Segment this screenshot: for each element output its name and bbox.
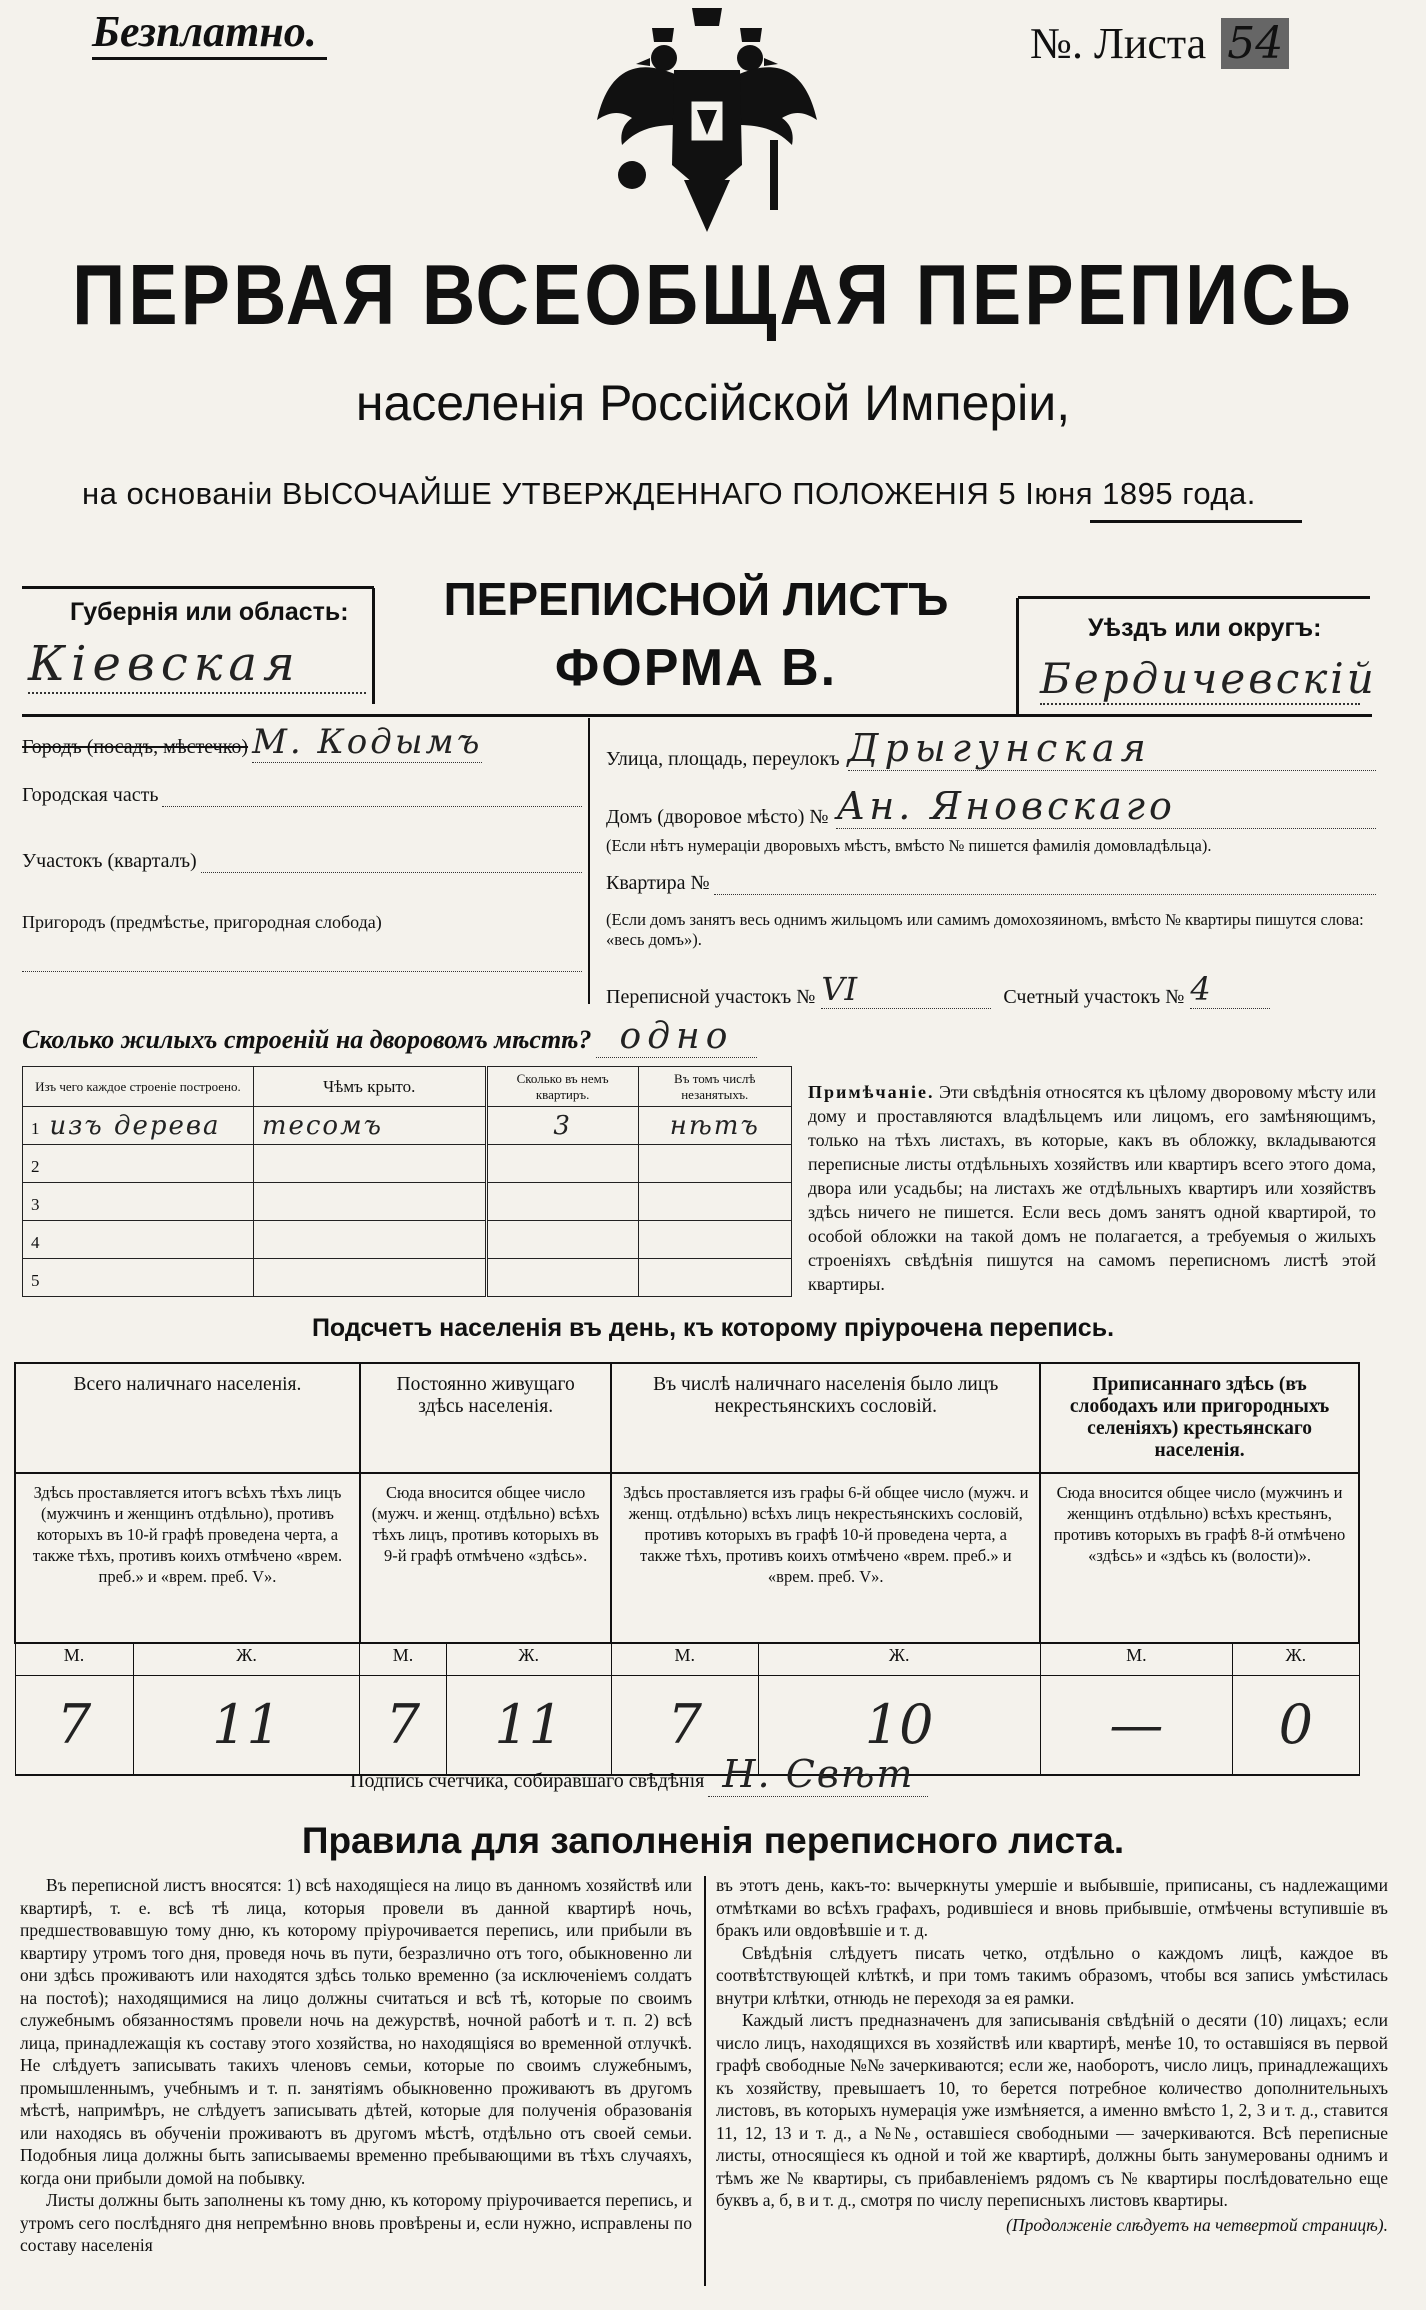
legal-basis: на основаніи ВЫСОЧАЙШЕ УТВЕРЖДЕННАГО ПОЛОЖЕНІЯ 5 Іюня 1895 года. <box>82 476 1256 511</box>
building-row <box>23 1107 792 1145</box>
male-count-value[interactable]: — <box>1040 1675 1233 1775</box>
population-title: Подсчетъ населенія въ день, къ которому пріурочена перепись. <box>311 1314 1115 1342</box>
free-label: Безплатно. <box>92 6 327 60</box>
buildings-table <box>22 1066 792 1297</box>
sheet-number <box>1030 18 1289 69</box>
buildings-note-head: Примѣчаніе. <box>808 1082 935 1102</box>
form-title: ПЕРЕПИСНОЙ ЛИСТЪ <box>443 573 949 625</box>
rules-left-p1: Въ переписной листъ вносятся: 1) всѣ находящіеся на лицо въ данномъ хозяйствѣ или квартирѣ, т. е. всѣ тѣ лица, которыя провели въ данной квартирѣ ночь, предшествовавшую тому дню, къ которому пріурочивается перепись, или прибыли въ квартиру утромъ того дня, проведя ночь въ пути, безразлично отъ того, обыкновенно ли они здѣсь проживаютъ или находятся здѣсь только временно (за исключеніемъ солдатъ на постоѣ); находящимися на лицо должны считаться и всѣ тѣ, которые по своимъ служебнымъ обязанностямъ провели ночь на дежурствѣ, ночной работѣ и т. п. 2) всѣ лица, принадлежащія къ составу этого хозяйства, но находящіяся во временной отлучкѣ. Не слѣдуетъ записывать такихъ членовъ семьи, которые по своимъ служебнымъ, промышленнымъ, учебнымъ и т. п. занятіямъ обыкновенно проживаютъ въ другомъ мѣстѣ, напримѣръ, не слѣдуетъ записывать дѣтей, которые для полученія образованія или находясь въ обученіи проживаютъ въ другомъ мѣстѣ, отдѣльно отъ своей семьи. Подобныя лица должны быть записываемы временно пребывающими въ тѣхъ случаяхъ, когда они прибыли домой на побывку. <box>20 1875 692 2188</box>
apartment-label: Квартира № <box>606 872 710 894</box>
precinct-label: Участокъ (кварталъ) <box>22 850 197 872</box>
population-col-head: Въ числѣ наличнаго населенія было лицъ некрестьянскихъ сословій. <box>611 1363 1040 1473</box>
precinct-value[interactable] <box>201 850 582 873</box>
building-roof-cell[interactable] <box>253 1145 486 1183</box>
double-headed-eagle-icon <box>592 0 822 240</box>
main-title: ПЕРВАЯ ВСЕОБЩАЯ ПЕРЕПИСЬ <box>72 246 1354 343</box>
building-material-cell[interactable] <box>23 1259 254 1297</box>
sheet-number-value: 54 <box>1221 18 1289 69</box>
signature-label: Подпись счетчика, собиравшаго свѣдѣнія <box>350 1770 705 1792</box>
suburb-label: Пригородъ (предмѣстье, пригородная слобода) <box>22 912 382 932</box>
male-count-value[interactable]: 7 <box>15 1675 133 1775</box>
population-col-desc: Здѣсь проставляется изъ графы 6-й общее число (мужч. и женщ. отдѣльно) всѣхъ лицъ некрестьянскихъ сословій, противъ которыхъ въ графѣ 10-й проведена черта, а также тѣхъ, противъ коихъ отмѣчено «врем. преб.» и «врем. преб. V». <box>611 1473 1040 1643</box>
col-vacant-head: Въ томъ числѣ незанятыхъ. <box>638 1067 791 1107</box>
town-value[interactable]: М. Кодымъ <box>252 722 483 762</box>
rules-right-p3: Каждый листъ предназначенъ для записыванія свѣдѣній о десяти (10) лицахъ; если число лицъ, находящихся въ хозяйствѣ или квартирѣ, менѣе 10, то оставшіяся въ первой графѣ свободные №№ зачеркиваются; если же, наоборотъ, число лицъ, принадлежащихъ къ хозяйству, превышаетъ 10, то берется потребное количество дополнительныхъ листовъ, въ которыхъ нумерація уже измѣняется, а именно вмѣсто 1, 2, 3 и т. д., ставится 11, 12, 13 и т. д., а №№, оставшіеся свободными — зачеркиваются. Всѣ переписные листы, относящіеся къ одной и той же квартирѣ, должны быть занумерованы однимъ и тѣмъ же № квартиры, съ прибавленіемъ рядомъ съ № квартиры послѣдовательно еще буквъ а, б, в и т. д., смотря по числу переписныхъ листовъ квартиры. <box>716 2010 1388 2210</box>
building-material-cell[interactable] <box>23 1221 254 1259</box>
apartment-note: (Если домъ занятъ весь однимъ жильцомъ или самимъ домохозяиномъ, вмѣсто № квартиры пишутся слова: «весь домъ»). <box>606 910 1364 949</box>
population-col-desc: Сюда вносится общее число (мужч. и женщ. отдѣльно) всѣхъ тѣхъ лицъ, противъ которыхъ въ 9-й графѣ отмѣчено «здѣсь». <box>360 1473 611 1643</box>
building-roof-cell[interactable] <box>253 1259 486 1297</box>
signature-field <box>350 1752 1050 1796</box>
building-roof-cell[interactable] <box>253 1107 486 1145</box>
building-vacant-cell[interactable] <box>638 1183 791 1221</box>
form-name: ФОРМА В. <box>554 639 838 697</box>
building-row <box>23 1259 792 1297</box>
buildings-question-answer[interactable]: одно <box>596 1016 758 1058</box>
male-column-label: М. <box>15 1643 133 1675</box>
apartment-field <box>606 872 1376 895</box>
female-column-label: Ж. <box>133 1643 360 1675</box>
building-row <box>23 1145 792 1183</box>
rules-right-p1: въ этотъ день, какъ-то: вычеркнуты умершіе и выбывшіе, приписаны, съ надлежащими отмѣтками во всѣхъ графахъ, родившіеся и вновь прибывшіе, отмѣчены вступившіе въ бракъ или овдовѣвшіе и т. д. <box>716 1875 1388 1940</box>
building-row <box>23 1221 792 1259</box>
form-header-divider-right <box>1016 598 1019 714</box>
female-column-label: Ж. <box>758 1643 1040 1675</box>
form-header-divider-left <box>372 588 375 704</box>
building-row <box>23 1183 792 1221</box>
building-vacant-cell[interactable] <box>638 1221 791 1259</box>
rules-right-p2: Свѣдѣнія слѣдуетъ писать четко, отдѣльно о каждомъ лицѣ, каждое въ соотвѣтствующей клѣткѣ, и при томъ такимъ образомъ, чтобы вся запись умѣстилась внутри клѣтки, отнюдь не переходя за ея рамки. <box>716 1942 1388 2008</box>
street-field <box>606 726 1376 771</box>
building-row-number: 5 <box>31 1270 40 1290</box>
house-label: Домъ (дворовое мѣсто) № <box>606 806 829 828</box>
house-field <box>606 784 1376 829</box>
subtitle: населенія Россійской Имперіи, <box>355 375 1071 431</box>
building-apts-cell[interactable] <box>486 1259 638 1297</box>
population-col-head: Всего наличнаго населенія. <box>15 1363 360 1473</box>
apartment-value[interactable] <box>714 872 1376 895</box>
building-apts-cell[interactable] <box>486 1107 638 1145</box>
suburb-value[interactable] <box>22 933 582 972</box>
rules-right-column <box>716 1874 1388 2236</box>
form-header-rule-right <box>1018 596 1370 599</box>
female-column-label: Ж. <box>1233 1643 1359 1675</box>
rules-continued: (Продолженіе слѣдуетъ на четвертой страницѣ). <box>1006 2214 1388 2235</box>
rules-title: Правила для заполненія переписного листа. <box>301 1820 1125 1861</box>
building-apts-cell[interactable] <box>486 1183 638 1221</box>
street-label: Улица, площадь, переулокъ <box>606 748 840 770</box>
building-row-number: 1 <box>31 1118 40 1138</box>
census-district-field <box>606 970 1376 1009</box>
col-material-head: Изъ чего каждое строеніе построено. <box>23 1067 254 1107</box>
house-note: (Если нѣтъ нумераціи дворовыхъ мѣстъ, вмѣсто № пишется фамилія домовладѣльца). <box>606 836 1212 855</box>
building-roof-value: тесомъ <box>261 1110 383 1141</box>
province-label: Губернія или область: <box>70 598 349 626</box>
building-roof-cell[interactable] <box>253 1183 486 1221</box>
form-header-rule-left <box>22 586 374 589</box>
population-table <box>14 1362 1360 1776</box>
address-divider <box>588 718 590 1004</box>
sheet-number-label: №. Листа <box>1030 19 1207 68</box>
female-count-value[interactable]: 11 <box>133 1675 360 1775</box>
male-count-value[interactable]: 7 <box>360 1675 446 1775</box>
buildings-question <box>22 1016 822 1057</box>
building-vacant-cell[interactable] <box>638 1145 791 1183</box>
female-count-value[interactable]: 11 <box>446 1675 611 1775</box>
building-roof-cell[interactable] <box>253 1221 486 1259</box>
rules-left-p2: Листы должны быть заполнены къ тому дню, къ которому пріурочивается перепись, и утромъ сего послѣдняго дня непремѣнно вновь провѣрены и, если нужно, исправлены по составу населенія <box>20 2190 692 2255</box>
rules-column-divider <box>704 1876 706 2286</box>
count-district-value[interactable]: 4 <box>1190 970 1270 1009</box>
province-value[interactable]: Кіевская <box>28 636 366 694</box>
coat-of-arms <box>592 0 822 240</box>
signature-value[interactable]: Н. Свѣт <box>708 1752 928 1797</box>
building-apts-cell[interactable] <box>486 1145 638 1183</box>
building-material-cell[interactable] <box>23 1183 254 1221</box>
building-material-value: изъ дерева <box>49 1110 221 1141</box>
count-district-label: Счетный участокъ № <box>1003 986 1185 1008</box>
building-material-cell[interactable] <box>23 1107 254 1145</box>
house-value[interactable]: Ан. Яновскаго <box>836 784 1376 829</box>
male-count-value[interactable]: 7 <box>611 1675 758 1775</box>
building-material-cell[interactable] <box>23 1145 254 1183</box>
building-apts-cell[interactable] <box>486 1221 638 1259</box>
female-count-value[interactable]: 0 <box>1233 1675 1359 1775</box>
town-label: Городъ (посадъ, мѣстечко) <box>22 736 249 758</box>
population-col-head: Приписаннаго здѣсь (въ слободахъ или пригородныхъ селеніяхъ) крестьянскаго населенія. <box>1040 1363 1359 1473</box>
female-count-value[interactable]: 10 <box>758 1675 1040 1775</box>
population-col-desc: Здѣсь проставляется итогъ всѣхъ тѣхъ лицъ (мужчинъ и женщинъ отдѣльно), противъ которыхъ въ 10-й графѣ проведена черта, а также тѣхъ, противъ коихъ отмѣчено «врем. преб.» и «врем. преб. V». <box>15 1473 360 1643</box>
buildings-note <box>808 1080 1376 1296</box>
suburb-field <box>22 912 582 972</box>
rules-left-column <box>20 1874 692 2257</box>
precinct-field <box>22 850 582 873</box>
building-vacant-cell[interactable] <box>638 1107 791 1145</box>
male-column-label: М. <box>1040 1643 1233 1675</box>
male-column-label: М. <box>360 1643 446 1675</box>
building-row-number: 4 <box>31 1232 40 1252</box>
title-rule <box>1090 520 1302 523</box>
building-apts-value: 3 <box>553 1110 572 1141</box>
female-column-label: Ж. <box>446 1643 611 1675</box>
male-column-label: М. <box>611 1643 758 1675</box>
col-roof-head: Чѣмъ крыто. <box>253 1067 486 1107</box>
buildings-note-text: Эти свѣдѣнія относятся къ цѣлому дворовому мѣсту или дому и проставляются владѣльцемъ или лицомъ, его замѣняющимъ, только на тѣхъ листахъ, въ которые, какъ въ обложку, вкладываются переписные листы отдѣльныхъ хозяйствъ или квартиръ всего этого дома, двора или усадьбы; на листахъ же отдѣльныхъ квартиръ или хозяйствъ здѣсь ничего не пишется. Если весь домъ занятъ одной квартирой, то особой обложки на такой домъ не полагается, а требуемыя о жилыхъ строеніяхъ свѣдѣнія пишутся на самомъ переписномъ листѣ этой квартиры. <box>808 1082 1376 1294</box>
census-district-label: Переписной участокъ № <box>606 986 816 1008</box>
population-col-desc: Сюда вносится общее число (мужчинъ и женщинъ отдѣльно) всѣхъ крестьянъ, противъ которыхъ въ графѣ 8-й отмѣчено «здѣсь» и «здѣсь къ (волости)». <box>1040 1473 1359 1643</box>
building-vacant-value: нѣтъ <box>669 1110 760 1141</box>
building-row-number: 2 <box>31 1156 40 1176</box>
building-row-number: 3 <box>31 1194 40 1214</box>
district-value[interactable]: Бердичевскій <box>1040 654 1377 703</box>
town-part-value[interactable] <box>162 784 582 807</box>
district-label: Уѣздъ или округъ: <box>1088 614 1322 642</box>
town-field <box>22 722 582 762</box>
census-district-value[interactable]: VI <box>821 970 991 1009</box>
buildings-question-label: Сколько жилыхъ строеній на дворовомъ мѣстѣ? <box>22 1025 592 1054</box>
building-vacant-cell[interactable] <box>638 1259 791 1297</box>
street-value[interactable]: Дрыгунская <box>848 726 1376 771</box>
col-apts-head: Сколько въ немъ квартиръ. <box>486 1067 638 1107</box>
town-part-label: Городская часть <box>22 784 159 806</box>
population-col-head: Постоянно живущаго здѣсь населенія. <box>360 1363 611 1473</box>
town-part-field <box>22 784 582 807</box>
form-header-rule-bottom <box>22 714 1372 717</box>
